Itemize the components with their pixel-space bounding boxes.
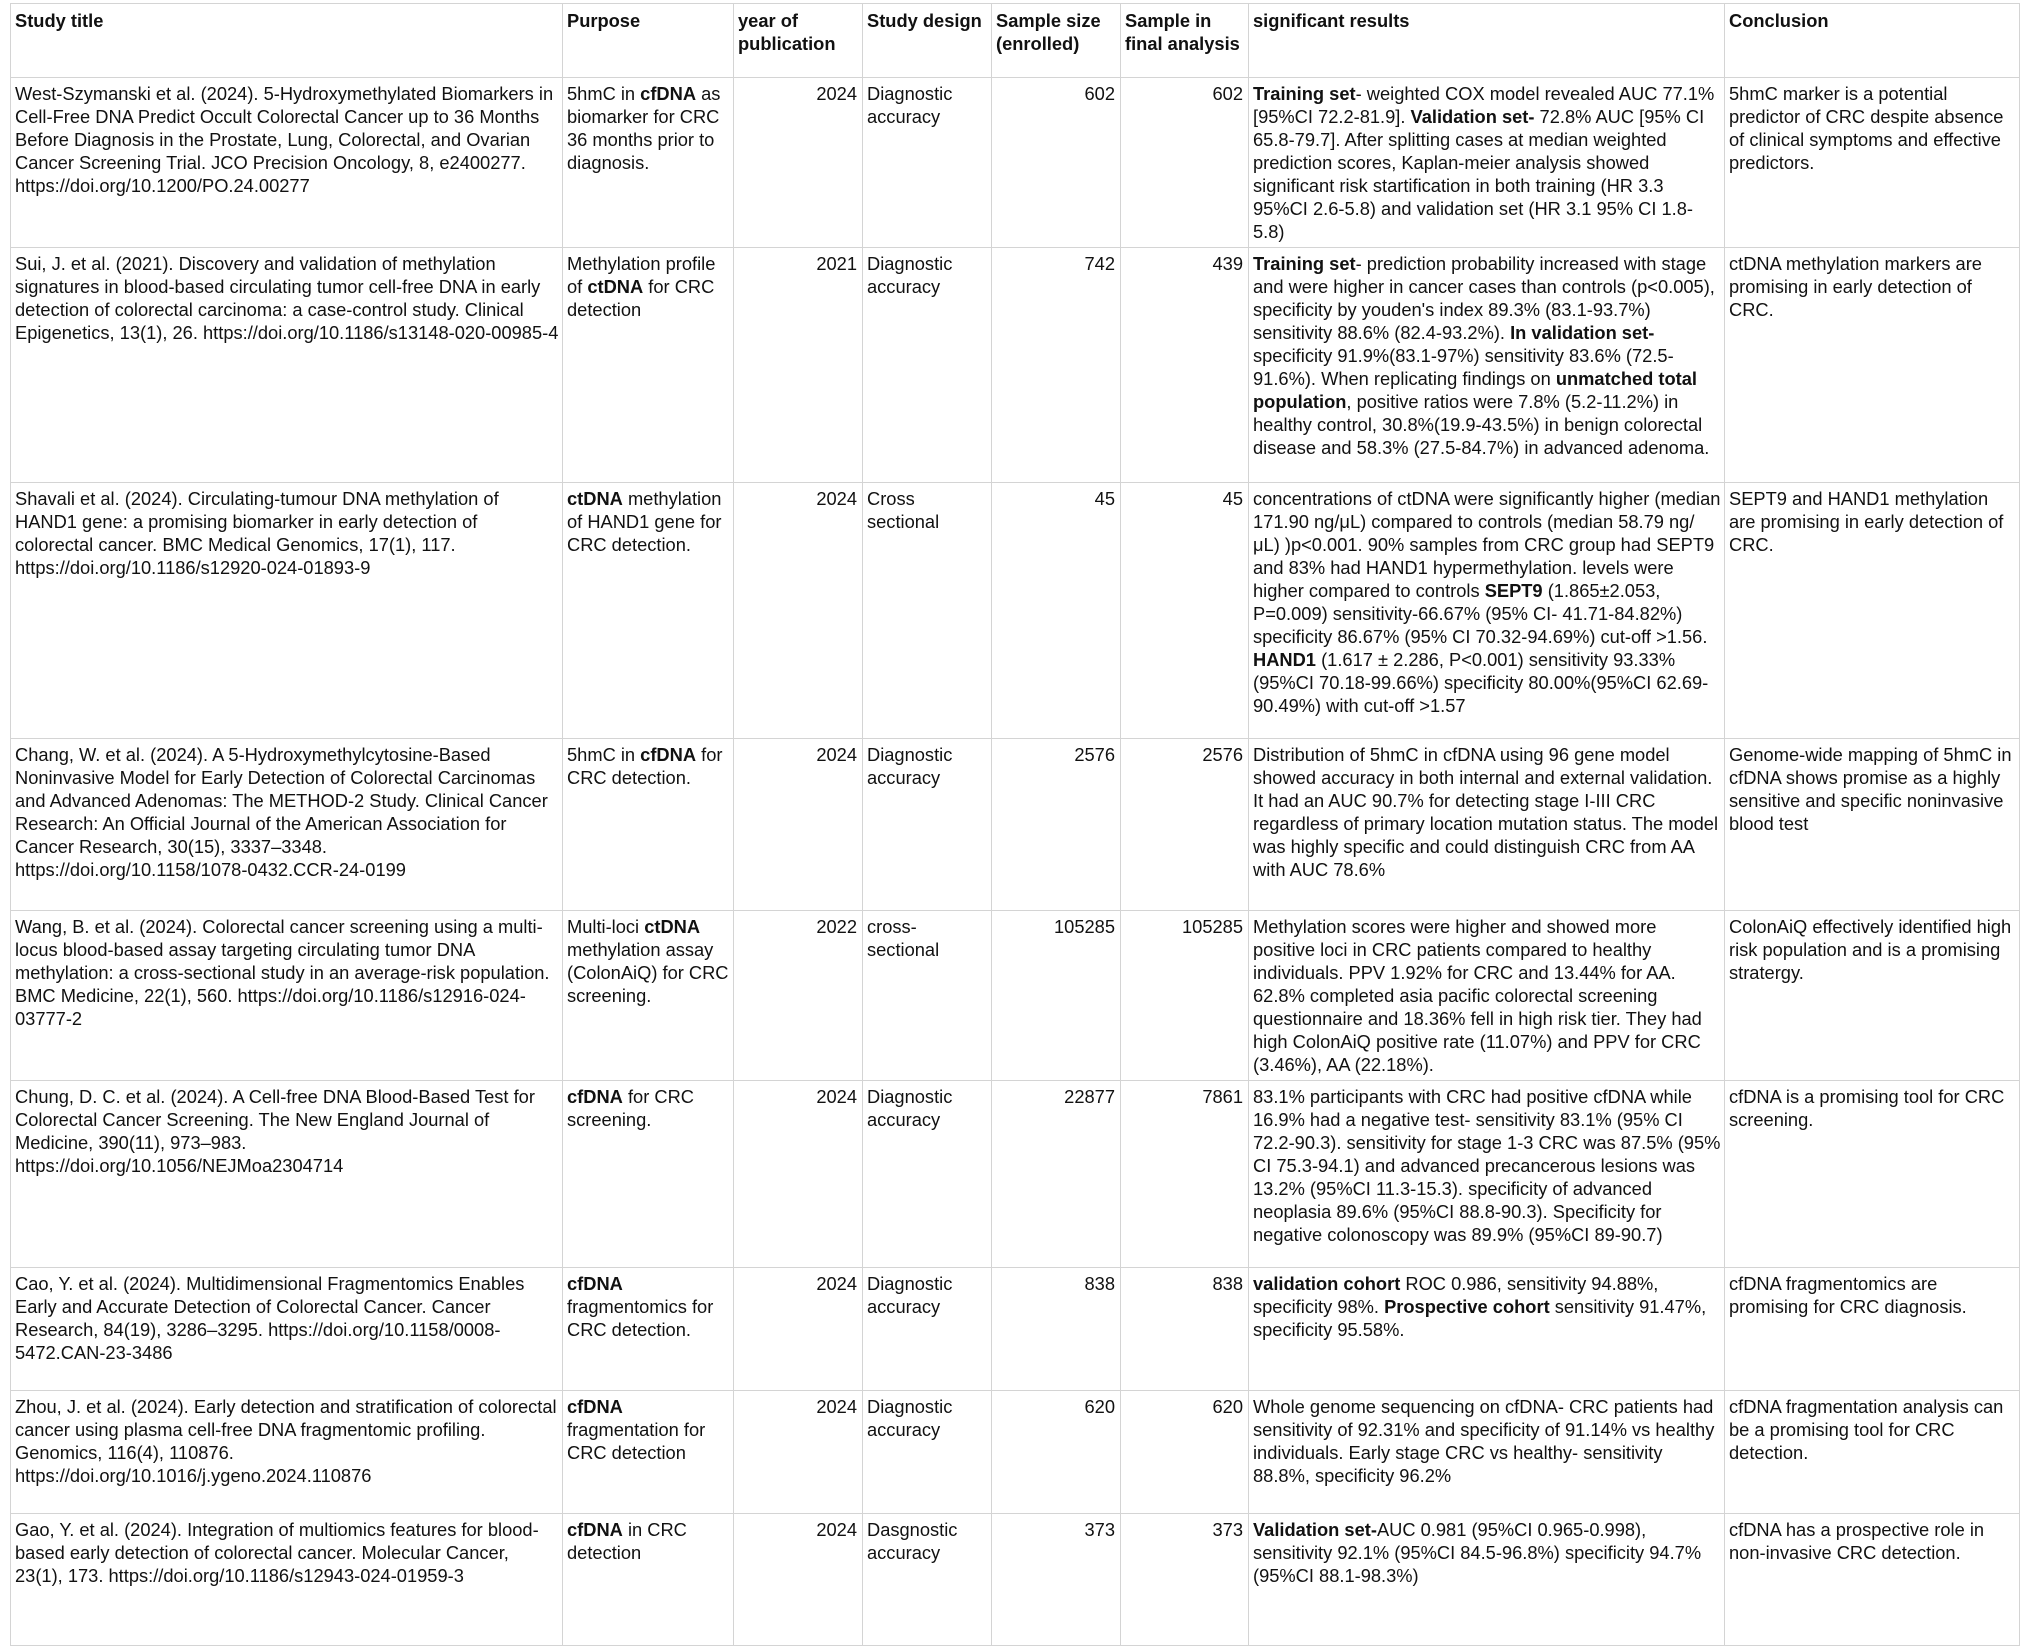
purpose-cell xyxy=(563,1268,734,1391)
results-cell-segment: Training set xyxy=(1253,83,1356,104)
design-cell: Cross sectional xyxy=(863,483,992,739)
purpose-cell-segment: ctDNA xyxy=(567,488,623,509)
enrolled-cell: 45 xyxy=(992,483,1121,739)
purpose-cell-segment: as biomarker for CRC 36 months prior to diagnosis. xyxy=(567,83,721,173)
purpose-cell xyxy=(563,1514,734,1646)
results-cell-segment: , positive ratios were 7.8% (5.2-11.2%) in healthy control, 30.8%(19.9-43.5%) in benign colorectal disease and 58.3% (27.5-84.7%) in advanced adenoma. xyxy=(1253,391,1710,458)
year-cell: 2024 xyxy=(734,739,863,911)
design-cell: Dasgnostic accuracy xyxy=(863,1514,992,1646)
results-cell-segment: Validation set- xyxy=(1253,1519,1377,1540)
results-cell xyxy=(1249,1268,1725,1391)
results-cell-segment: sensitivity 91.47%, specificity 95.58%. xyxy=(1253,1296,1707,1340)
results-cell-segment: specificity 91.9%(83.1-97%) sensitivity 83.6% (72.5-91.6%). When replicating findings on xyxy=(1253,345,1674,389)
purpose-cell-segment: cfDNA xyxy=(567,1396,623,1417)
purpose-cell-segment: for CRC screening. xyxy=(567,1086,694,1130)
table-body xyxy=(11,78,2020,1646)
table-row xyxy=(11,1268,2020,1391)
year-cell: 2024 xyxy=(734,1081,863,1268)
purpose-cell-segment: cfDNA xyxy=(640,744,697,765)
results-cell xyxy=(1249,739,1725,911)
design-cell: Diagnostic accuracy xyxy=(863,739,992,911)
design-cell: cross-sectional xyxy=(863,911,992,1081)
purpose-cell xyxy=(563,739,734,911)
results-cell-segment: Methylation scores were higher and showed more positive loci in CRC patients compared to healthy individuals. PPV 1.92% for CRC and 13.44% for AA. 62.8% completed asia pacific colorectal screening questionnaire and 18.36% fell in high risk tier. They had high ColonAiQ positive rate (11.07%) and PPV for CRC (3.46%), AA (22.18%). xyxy=(1253,916,1702,1075)
purpose-cell-segment: ctDNA xyxy=(644,916,701,937)
year-cell: 2024 xyxy=(734,1391,863,1514)
header-enrolled: Sample size (enrolled) xyxy=(992,4,1121,78)
purpose-cell-segment: fragmentation for CRC detection xyxy=(567,1419,706,1463)
study-title-cell: Shavali et al. (2024). Circulating-tumour DNA methylation of HAND1 gene: a promising biomarker in early detection of colorectal cancer. BMC Medical Genomics, 17(1), 117. https://doi.org/10.1186/s12920-024-01893-9 xyxy=(11,483,563,739)
results-cell xyxy=(1249,78,1725,248)
header-row xyxy=(11,4,2020,78)
purpose-cell xyxy=(563,911,734,1081)
design-cell: Diagnostic accuracy xyxy=(863,78,992,248)
year-cell: 2024 xyxy=(734,483,863,739)
table-row xyxy=(11,248,2020,483)
purpose-cell-segment: cfDNA xyxy=(567,1273,623,1294)
table-row xyxy=(11,739,2020,911)
purpose-cell xyxy=(563,1081,734,1268)
results-cell-segment: 72.8% AUC [95% CI 65.8-79.7]. After splitting cases at median weighted prediction scores, Kaplan-meier analysis showed significant risk startification in both training (HR 3.3 95%CI 2.6-5.8) and validation set (HR 3.1 95% CI 1.8-5.8) xyxy=(1253,106,1705,242)
final-cell: 45 xyxy=(1121,483,1249,739)
final-cell: 373 xyxy=(1121,1514,1249,1646)
results-cell-segment: concentrations of ctDNA were significantly higher (median 171.90 ng/μL) compared to controls (median 58.79 ng/μL) )p<0.001. 90% samples from CRC group had SEPT9 and 83% had HAND1 hypermethylation. levels were higher compared to controls xyxy=(1253,488,1721,601)
studies-table-container xyxy=(10,3,2019,1646)
results-cell xyxy=(1249,1081,1725,1268)
enrolled-cell: 105285 xyxy=(992,911,1121,1081)
results-cell-segment: Distribution of 5hmC in cfDNA using 96 gene model showed accuracy in both internal and external validation. It had an AUC 90.7% for detecting stage I-III CRC regardless of primary location mutation status. The model was highly specific and could distinguish CRC from AA with AUC 78.6% xyxy=(1253,744,1719,880)
final-cell: 602 xyxy=(1121,78,1249,248)
design-cell: Diagnostic accuracy xyxy=(863,1391,992,1514)
study-title-cell: Gao, Y. et al. (2024). Integration of multiomics features for blood-based early detection of colorectal cancer. Molecular Cancer, 23(1), 173. https://doi.org/10.1186/s12943-024-01959-3 xyxy=(11,1514,563,1646)
purpose-cell-segment: fragmentomics for CRC detection. xyxy=(567,1296,714,1340)
conclusion-cell: Genome-wide mapping of 5hmC in cfDNA shows promise as a highly sensitive and specific noninvasive blood test xyxy=(1725,739,2020,911)
header-results: significant results xyxy=(1249,4,1725,78)
enrolled-cell: 620 xyxy=(992,1391,1121,1514)
header-study-title: Study title xyxy=(11,4,563,78)
results-cell xyxy=(1249,248,1725,483)
enrolled-cell: 742 xyxy=(992,248,1121,483)
table-row xyxy=(11,1081,2020,1268)
results-cell-segment: HAND1 xyxy=(1253,649,1316,670)
results-cell-segment: Prospective cohort xyxy=(1384,1296,1550,1317)
final-cell: 620 xyxy=(1121,1391,1249,1514)
results-cell-segment: SEPT9 xyxy=(1484,580,1543,601)
table-row xyxy=(11,1391,2020,1514)
enrolled-cell: 373 xyxy=(992,1514,1121,1646)
results-cell-segment: - prediction probability increased with stage and were higher in cancer cases than controls (p<0.005), specificity by youden's index 89.3% (83.1-93.7%) sensitivity 88.6% (82.4-93.2%). xyxy=(1253,253,1715,343)
final-cell: 838 xyxy=(1121,1268,1249,1391)
design-cell: Diagnostic accuracy xyxy=(863,1268,992,1391)
table-row xyxy=(11,911,2020,1081)
purpose-cell-segment: Methylation profile of xyxy=(567,253,716,297)
conclusion-cell: SEPT9 and HAND1 methylation are promising in early detection of CRC. xyxy=(1725,483,2020,739)
results-cell xyxy=(1249,483,1725,739)
study-title-cell: Sui, J. et al. (2021). Discovery and validation of methylation signatures in blood-based circulating tumor cell-free DNA in early detection of colorectal carcinoma: a case-control study. Clinical Epigenetics, 13(1), 26. https://doi.org/10.1186/s13148-020-00985-4 xyxy=(11,248,563,483)
purpose-cell-segment: Multi-loci xyxy=(567,916,645,937)
year-cell: 2021 xyxy=(734,248,863,483)
conclusion-cell: cfDNA has a prospective role in non-invasive CRC detection. xyxy=(1725,1514,2020,1646)
conclusion-cell: 5hmC marker is a potential predictor of CRC despite absence of clinical symptoms and effective predictors. xyxy=(1725,78,2020,248)
purpose-cell xyxy=(563,483,734,739)
purpose-cell-segment: 5hmC in xyxy=(567,83,641,104)
results-cell xyxy=(1249,1391,1725,1514)
purpose-cell-segment: ctDNA xyxy=(587,276,644,297)
year-cell: 2024 xyxy=(734,78,863,248)
study-title-cell: Cao, Y. et al. (2024). Multidimensional Fragmentomics Enables Early and Accurate Detection of Colorectal Cancer. Cancer Research, 84(19), 3286–3295. https://doi.org/10.1158/0008-5472.CAN-23-3486 xyxy=(11,1268,563,1391)
purpose-cell-segment: cfDNA xyxy=(567,1519,623,1540)
study-title-cell: Chung, D. C. et al. (2024). A Cell-free DNA Blood-Based Test for Colorectal Cancer Screening. The New England Journal of Medicine, 390(11), 973–983. https://doi.org/10.1056/NEJMoa2304714 xyxy=(11,1081,563,1268)
results-cell-segment: In validation set- xyxy=(1510,322,1655,343)
purpose-cell-segment: methylation assay (ColonAiQ) for CRC screening. xyxy=(567,939,729,1006)
year-cell: 2022 xyxy=(734,911,863,1081)
conclusion-cell: ctDNA methylation markers are promising in early detection of CRC. xyxy=(1725,248,2020,483)
table-row xyxy=(11,483,2020,739)
design-cell: Diagnostic accuracy xyxy=(863,1081,992,1268)
purpose-cell-segment: for CRC detection xyxy=(567,276,715,320)
purpose-cell xyxy=(563,1391,734,1514)
design-cell: Diagnostic accuracy xyxy=(863,248,992,483)
purpose-cell-segment: 5hmC in xyxy=(567,744,641,765)
results-cell-segment: - weighted COX model revealed AUC 77.1% [95%CI 72.2-81.9]. xyxy=(1253,83,1715,127)
purpose-cell xyxy=(563,78,734,248)
header-year: year of publication xyxy=(734,4,863,78)
studies-table xyxy=(10,3,2020,1646)
year-cell: 2024 xyxy=(734,1268,863,1391)
results-cell-segment: Whole genome sequencing on cfDNA- CRC patients had sensitivity of 92.31% and specificity of 91.14% vs healthy individuals. Early stage CRC vs healthy- sensitivity 88.8%, specificity 96.2% xyxy=(1253,1396,1715,1486)
header-design: Study design xyxy=(863,4,992,78)
conclusion-cell: cfDNA is a promising tool for CRC screening. xyxy=(1725,1081,2020,1268)
header-conclusion: Conclusion xyxy=(1725,4,2020,78)
table-row xyxy=(11,78,2020,248)
final-cell: 2576 xyxy=(1121,739,1249,911)
purpose-cell xyxy=(563,248,734,483)
conclusion-cell: cfDNA fragmentation analysis can be a promising tool for CRC detection. xyxy=(1725,1391,2020,1514)
enrolled-cell: 838 xyxy=(992,1268,1121,1391)
enrolled-cell: 602 xyxy=(992,78,1121,248)
results-cell-segment: Validation set- xyxy=(1410,106,1535,127)
purpose-cell-segment: for CRC detection. xyxy=(567,744,723,788)
purpose-cell-segment: cfDNA xyxy=(640,83,697,104)
final-cell: 439 xyxy=(1121,248,1249,483)
results-cell-segment: unmatched total population xyxy=(1253,368,1698,412)
header-final: Sample in final analysis xyxy=(1121,4,1249,78)
final-cell: 105285 xyxy=(1121,911,1249,1081)
results-cell-segment: 83.1% participants with CRC had positive cfDNA while 16.9% had a negative test- sensitivity 83.1% (95% CI 72.2-90.3). sensitivity for stage 1-3 CRC was 87.5% (95% CI 75.3-94.1) and advanced precancerous lesions was 13.2% (95%CI 11.3-15.3). specificity of advanced neoplasia 89.6% (95%CI 88.8-90.3). Specificity for negative colonoscopy was 89.9% (95%CI 89-90.7) xyxy=(1253,1086,1721,1245)
study-title-cell: Chang, W. et al. (2024). A 5-Hydroxymethylcytosine-Based Noninvasive Model for Early Detection of Colorectal Carcinomas and Advanced Adenomas: The METHOD-2 Study. Clinical Cancer Research: An Official Journal of the American Association for Cancer Research, 30(15), 3337–3348. https://doi.org/10.1158/1078-0432.CCR-24-0199 xyxy=(11,739,563,911)
year-cell: 2024 xyxy=(734,1514,863,1646)
results-cell-segment: Training set xyxy=(1253,253,1356,274)
results-cell-segment: validation cohort xyxy=(1253,1273,1401,1294)
conclusion-cell: ColonAiQ effectively identified high risk population and is a promising stratergy. xyxy=(1725,911,2020,1081)
results-cell-segment: AUC 0.981 (95%CI 0.965-0.998), sensitivity 92.1% (95%CI 84.5-96.8%) specificity 94.7% (95%CI 88.1-98.3%) xyxy=(1253,1519,1702,1586)
study-title-cell: Zhou, J. et al. (2024). Early detection and stratification of colorectal cancer using plasma cell-free DNA fragmentomic profiling. Genomics, 116(4), 110876. https://doi.org/10.1016/j.ygeno.2024.110876 xyxy=(11,1391,563,1514)
purpose-cell-segment: in CRC detection xyxy=(567,1519,687,1563)
header-purpose: Purpose xyxy=(563,4,734,78)
results-cell-segment: ROC 0.986, sensitivity 94.88%, specificity 98%. xyxy=(1253,1273,1659,1317)
study-title-cell: West-Szymanski et al. (2024). 5-Hydroxymethylated Biomarkers in Cell-Free DNA Predict Occult Colorectal Cancer up to 36 Months Before Diagnosis in the Prostate, Lung, Colorectal, and Ovarian Cancer Screening Trial. JCO Precision Oncology, 8, e2400277. https://doi.org/10.1200/PO.24.00277 xyxy=(11,78,563,248)
results-cell xyxy=(1249,911,1725,1081)
study-title-cell: Wang, B. et al. (2024). Colorectal cancer screening using a multi-locus blood-based assay targeting circulating tumor DNA methylation: a cross-sectional study in an average-risk population. BMC Medicine, 22(1), 560. https://doi.org/10.1186/s12916-024-03777-2 xyxy=(11,911,563,1081)
results-cell-segment: (1.865±2.053, P=0.009) sensitivity-66.67% (95% CI- 41.71-84.82%) specificity 86.67% (95% CI 70.32-94.69%) cut-off >1.56. xyxy=(1253,580,1708,647)
results-cell xyxy=(1249,1514,1725,1646)
purpose-cell-segment: cfDNA xyxy=(567,1086,623,1107)
enrolled-cell: 22877 xyxy=(992,1081,1121,1268)
table-row xyxy=(11,1514,2020,1646)
conclusion-cell: cfDNA fragmentomics are promising for CRC diagnosis. xyxy=(1725,1268,2020,1391)
enrolled-cell: 2576 xyxy=(992,739,1121,911)
final-cell: 7861 xyxy=(1121,1081,1249,1268)
purpose-cell-segment: methylation of HAND1 gene for CRC detection. xyxy=(567,488,722,555)
results-cell-segment: (1.617 ± 2.286, P<0.001) sensitivity 93.33%(95%CI 70.18-99.66%) specificity 80.00%(95%CI 62.69-90.49%) with cut-off >1.57 xyxy=(1253,649,1709,716)
